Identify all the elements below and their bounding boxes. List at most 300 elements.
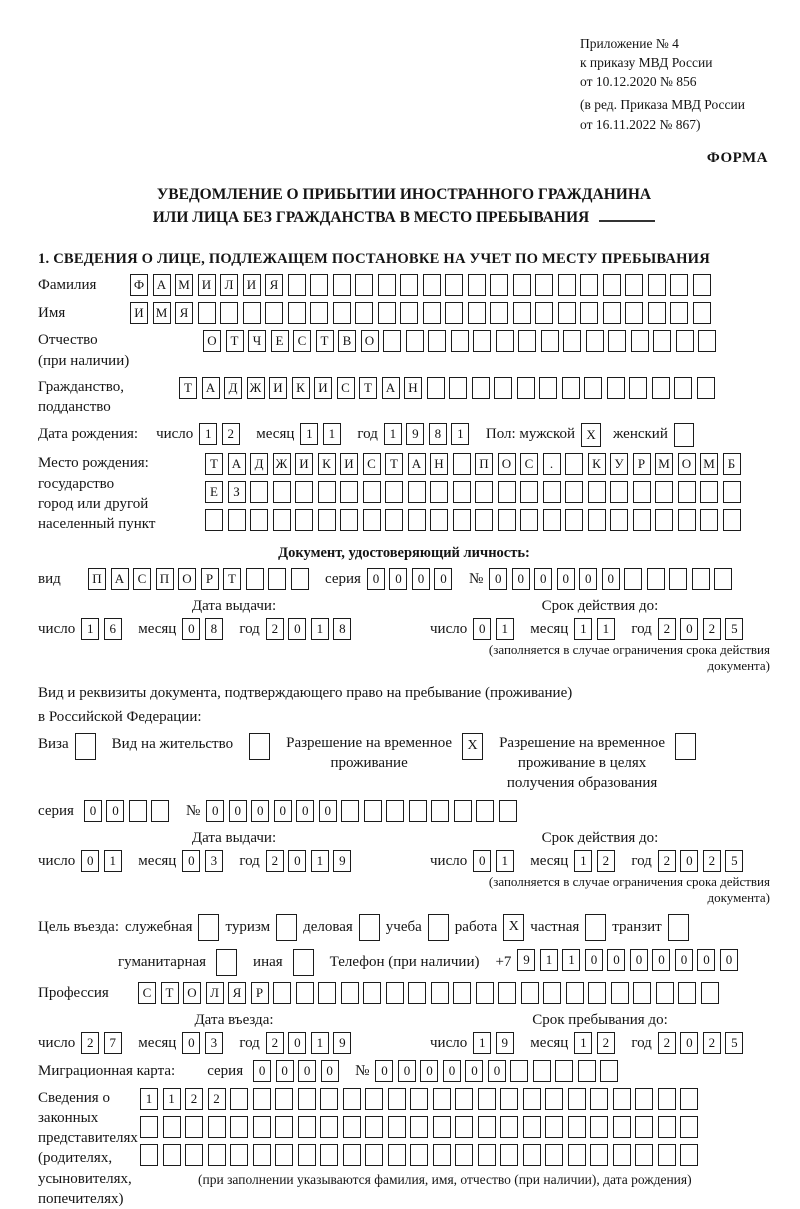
profession-cell[interactable] xyxy=(566,982,584,1004)
representative-cell[interactable] xyxy=(298,1116,316,1138)
patronymic-cell[interactable] xyxy=(676,330,694,352)
entry-year-cell[interactable]: 0 xyxy=(288,1032,306,1054)
residence-valid-year-cell[interactable]: 0 xyxy=(680,850,698,872)
doc-number-cell[interactable]: 0 xyxy=(557,568,575,590)
representative-cell[interactable] xyxy=(545,1116,563,1138)
representative-cell[interactable] xyxy=(320,1144,338,1166)
birthplace-cell[interactable]: О xyxy=(498,453,516,475)
profession-cell[interactable] xyxy=(476,982,494,1004)
given-name-cell[interactable]: М xyxy=(153,302,171,324)
residence-number-cell[interactable]: 0 xyxy=(206,800,224,822)
birthplace-cell[interactable] xyxy=(678,481,696,503)
given-name-cell[interactable]: И xyxy=(130,302,148,324)
residence-number-cell[interactable] xyxy=(386,800,404,822)
birthplace-cell[interactable] xyxy=(498,509,516,531)
given-name-cell[interactable] xyxy=(355,302,373,324)
entry-month-cell[interactable]: 3 xyxy=(205,1032,223,1054)
representative-cell[interactable] xyxy=(658,1144,676,1166)
representative-cell[interactable] xyxy=(230,1116,248,1138)
valid-month-cell[interactable]: 1 xyxy=(574,618,592,640)
profession-cell[interactable] xyxy=(318,982,336,1004)
given-name-cell[interactable] xyxy=(198,302,216,324)
profession-cell[interactable] xyxy=(656,982,674,1004)
surname-cell[interactable] xyxy=(333,274,351,296)
birthplace-cell[interactable] xyxy=(340,481,358,503)
birthplace-cell[interactable]: М xyxy=(700,453,718,475)
profession-cell[interactable] xyxy=(296,982,314,1004)
representative-cell[interactable] xyxy=(365,1088,383,1110)
representative-cell[interactable] xyxy=(410,1144,428,1166)
phone-digit-cell[interactable]: 0 xyxy=(652,949,670,971)
birthplace-cell[interactable] xyxy=(273,481,291,503)
phone-digit-cell[interactable]: 0 xyxy=(697,949,715,971)
patronymic-cell[interactable] xyxy=(586,330,604,352)
given-name-cell[interactable] xyxy=(513,302,531,324)
profession-cell[interactable] xyxy=(453,982,471,1004)
representative-cell[interactable] xyxy=(275,1088,293,1110)
patronymic-cell[interactable] xyxy=(698,330,716,352)
birthplace-cell[interactable] xyxy=(318,509,336,531)
residence-series-cell[interactable] xyxy=(151,800,169,822)
representative-cell[interactable] xyxy=(343,1116,361,1138)
representative-cell[interactable] xyxy=(253,1116,271,1138)
representative-cell[interactable] xyxy=(388,1116,406,1138)
surname-cell[interactable] xyxy=(603,274,621,296)
birth-year-cell[interactable]: 1 xyxy=(384,423,402,445)
purpose-private-checkbox[interactable] xyxy=(585,914,606,941)
residence-number-cell[interactable]: 0 xyxy=(251,800,269,822)
representative-cell[interactable] xyxy=(478,1116,496,1138)
patronymic-cell[interactable] xyxy=(496,330,514,352)
entry-year-cell[interactable]: 1 xyxy=(311,1032,329,1054)
given-name-cell[interactable] xyxy=(535,302,553,324)
citizenship-cell[interactable] xyxy=(472,377,490,399)
representative-cell[interactable] xyxy=(365,1116,383,1138)
entry-month-cell[interactable]: 0 xyxy=(182,1032,200,1054)
birthplace-cell[interactable] xyxy=(430,509,448,531)
surname-cell[interactable] xyxy=(310,274,328,296)
residence-number-cell[interactable] xyxy=(454,800,472,822)
sex-male-checkbox[interactable]: X xyxy=(581,423,601,447)
doc-number-cell[interactable]: 0 xyxy=(512,568,530,590)
residence-valid-year-cell[interactable]: 5 xyxy=(725,850,743,872)
given-name-cell[interactable] xyxy=(243,302,261,324)
citizenship-cell[interactable] xyxy=(517,377,535,399)
patronymic-cell[interactable]: Ч xyxy=(248,330,266,352)
edu-residence-checkbox[interactable] xyxy=(675,733,696,760)
sex-female-checkbox[interactable] xyxy=(674,423,694,447)
patronymic-cell[interactable] xyxy=(653,330,671,352)
birthplace-cell[interactable] xyxy=(408,481,426,503)
birthplace-cell[interactable] xyxy=(633,481,651,503)
migration-number-cell[interactable] xyxy=(510,1060,528,1082)
representative-cell[interactable] xyxy=(163,1116,181,1138)
birthplace-cell[interactable]: Б xyxy=(723,453,741,475)
representative-cell[interactable] xyxy=(635,1116,653,1138)
citizenship-cell[interactable]: Н xyxy=(404,377,422,399)
representative-cell[interactable] xyxy=(568,1116,586,1138)
birth-month-cell[interactable]: 1 xyxy=(323,423,341,445)
surname-cell[interactable] xyxy=(693,274,711,296)
citizenship-cell[interactable] xyxy=(697,377,715,399)
birthplace-cell[interactable] xyxy=(633,509,651,531)
birthplace-cell[interactable] xyxy=(543,509,561,531)
surname-cell[interactable] xyxy=(580,274,598,296)
valid-year-cell[interactable]: 2 xyxy=(703,618,721,640)
issue-month-cell[interactable]: 0 xyxy=(182,618,200,640)
surname-cell[interactable]: Л xyxy=(220,274,238,296)
birthplace-cell[interactable] xyxy=(250,509,268,531)
profession-cell[interactable] xyxy=(273,982,291,1004)
doc-series-cell[interactable]: 0 xyxy=(412,568,430,590)
given-name-cell[interactable] xyxy=(670,302,688,324)
purpose-transit-checkbox[interactable] xyxy=(668,914,689,941)
doc-type-cell[interactable]: С xyxy=(133,568,151,590)
birthplace-cell[interactable] xyxy=(610,481,628,503)
birthplace-cell[interactable]: Ж xyxy=(273,453,291,475)
birthplace-cell[interactable]: . xyxy=(543,453,561,475)
birthplace-cell[interactable] xyxy=(655,509,673,531)
given-name-cell[interactable] xyxy=(648,302,666,324)
doc-number-cell[interactable] xyxy=(647,568,665,590)
residence-series-cell[interactable]: 0 xyxy=(106,800,124,822)
birth-year-cell[interactable]: 8 xyxy=(429,423,447,445)
representative-cell[interactable]: 1 xyxy=(163,1088,181,1110)
patronymic-cell[interactable] xyxy=(473,330,491,352)
patronymic-cell[interactable] xyxy=(608,330,626,352)
surname-cell[interactable] xyxy=(423,274,441,296)
residence-series-cell[interactable] xyxy=(129,800,147,822)
patronymic-cell[interactable] xyxy=(541,330,559,352)
representative-cell[interactable]: 1 xyxy=(140,1088,158,1110)
doc-number-cell[interactable]: 0 xyxy=(534,568,552,590)
residence-series-cell[interactable]: 0 xyxy=(84,800,102,822)
valid-day-cell[interactable]: 0 xyxy=(473,618,491,640)
given-name-cell[interactable] xyxy=(580,302,598,324)
representative-cell[interactable] xyxy=(163,1144,181,1166)
residence-issue-month-cell[interactable]: 0 xyxy=(182,850,200,872)
birthplace-cell[interactable] xyxy=(565,453,583,475)
birthplace-cell[interactable] xyxy=(453,453,471,475)
profession-cell[interactable] xyxy=(633,982,651,1004)
doc-series-cell[interactable]: 0 xyxy=(389,568,407,590)
representative-cell[interactable] xyxy=(568,1144,586,1166)
representative-cell[interactable] xyxy=(455,1144,473,1166)
surname-cell[interactable] xyxy=(490,274,508,296)
citizenship-cell[interactable]: С xyxy=(337,377,355,399)
representative-cell[interactable] xyxy=(500,1088,518,1110)
birthplace-cell[interactable]: С xyxy=(520,453,538,475)
issue-day-cell[interactable]: 6 xyxy=(104,618,122,640)
surname-cell[interactable]: И xyxy=(243,274,261,296)
entry-day-cell[interactable]: 2 xyxy=(81,1032,99,1054)
representative-cell[interactable] xyxy=(613,1144,631,1166)
profession-cell[interactable] xyxy=(408,982,426,1004)
birthplace-cell[interactable]: У xyxy=(610,453,628,475)
patronymic-cell[interactable] xyxy=(406,330,424,352)
representative-cell[interactable] xyxy=(343,1144,361,1166)
migration-series-cell[interactable]: 0 xyxy=(253,1060,271,1082)
patronymic-cell[interactable] xyxy=(383,330,401,352)
patronymic-cell[interactable] xyxy=(428,330,446,352)
citizenship-cell[interactable]: А xyxy=(382,377,400,399)
representative-cell[interactable]: 2 xyxy=(208,1088,226,1110)
surname-cell[interactable] xyxy=(625,274,643,296)
citizenship-cell[interactable]: Т xyxy=(359,377,377,399)
birth-day-cell[interactable]: 1 xyxy=(199,423,217,445)
given-name-cell[interactable] xyxy=(625,302,643,324)
representative-cell[interactable] xyxy=(500,1116,518,1138)
representative-cell[interactable] xyxy=(275,1144,293,1166)
birthplace-cell[interactable]: И xyxy=(295,453,313,475)
birthplace-cell[interactable] xyxy=(588,481,606,503)
profession-cell[interactable]: О xyxy=(183,982,201,1004)
birthplace-cell[interactable] xyxy=(205,509,223,531)
migration-series-cell[interactable]: 0 xyxy=(321,1060,339,1082)
representative-cell[interactable] xyxy=(478,1144,496,1166)
birthplace-cell[interactable]: Н xyxy=(430,453,448,475)
valid-day-cell[interactable]: 1 xyxy=(496,618,514,640)
representative-cell[interactable] xyxy=(208,1144,226,1166)
valid-month-cell[interactable]: 1 xyxy=(597,618,615,640)
profession-cell[interactable] xyxy=(386,982,404,1004)
given-name-cell[interactable] xyxy=(445,302,463,324)
citizenship-cell[interactable] xyxy=(584,377,602,399)
birthplace-cell[interactable] xyxy=(273,509,291,531)
representative-cell[interactable] xyxy=(410,1088,428,1110)
birthplace-cell[interactable] xyxy=(655,481,673,503)
surname-cell[interactable] xyxy=(558,274,576,296)
representative-cell[interactable] xyxy=(680,1144,698,1166)
residence-number-cell[interactable]: 0 xyxy=(229,800,247,822)
representative-cell[interactable] xyxy=(140,1144,158,1166)
doc-number-cell[interactable]: 0 xyxy=(489,568,507,590)
birthplace-cell[interactable] xyxy=(498,481,516,503)
birthplace-cell[interactable]: К xyxy=(588,453,606,475)
given-name-cell[interactable] xyxy=(220,302,238,324)
birth-year-cell[interactable]: 9 xyxy=(406,423,424,445)
birthplace-cell[interactable] xyxy=(543,481,561,503)
doc-type-cell[interactable] xyxy=(291,568,309,590)
profession-cell[interactable]: Л xyxy=(206,982,224,1004)
birthplace-cell[interactable]: Т xyxy=(205,453,223,475)
profession-cell[interactable] xyxy=(341,982,359,1004)
profession-cell[interactable]: Т xyxy=(161,982,179,1004)
birth-month-cell[interactable]: 1 xyxy=(300,423,318,445)
valid-year-cell[interactable]: 2 xyxy=(658,618,676,640)
residence-number-cell[interactable] xyxy=(499,800,517,822)
migration-number-cell[interactable] xyxy=(578,1060,596,1082)
birthplace-cell[interactable] xyxy=(588,509,606,531)
profession-cell[interactable]: Я xyxy=(228,982,246,1004)
issue-month-cell[interactable]: 8 xyxy=(205,618,223,640)
birthplace-cell[interactable]: М xyxy=(655,453,673,475)
issue-year-cell[interactable]: 8 xyxy=(333,618,351,640)
phone-digit-cell[interactable]: 0 xyxy=(720,949,738,971)
patronymic-cell[interactable] xyxy=(563,330,581,352)
entry-year-cell[interactable]: 2 xyxy=(266,1032,284,1054)
migration-number-cell[interactable] xyxy=(600,1060,618,1082)
given-name-cell[interactable] xyxy=(288,302,306,324)
given-name-cell[interactable] xyxy=(265,302,283,324)
birthplace-cell[interactable]: О xyxy=(678,453,696,475)
doc-type-cell[interactable]: О xyxy=(178,568,196,590)
patronymic-cell[interactable]: В xyxy=(338,330,356,352)
citizenship-cell[interactable]: И xyxy=(314,377,332,399)
patronymic-cell[interactable]: С xyxy=(293,330,311,352)
representative-cell[interactable] xyxy=(680,1088,698,1110)
residence-permit-checkbox[interactable] xyxy=(249,733,270,760)
representative-cell[interactable] xyxy=(545,1144,563,1166)
stay-year-cell[interactable]: 2 xyxy=(703,1032,721,1054)
doc-series-cell[interactable]: 0 xyxy=(367,568,385,590)
entry-day-cell[interactable]: 7 xyxy=(104,1032,122,1054)
representative-cell[interactable]: 2 xyxy=(185,1088,203,1110)
issue-year-cell[interactable]: 0 xyxy=(288,618,306,640)
representative-cell[interactable] xyxy=(298,1144,316,1166)
birthplace-cell[interactable]: Е xyxy=(205,481,223,503)
representative-cell[interactable] xyxy=(613,1116,631,1138)
doc-type-cell[interactable] xyxy=(246,568,264,590)
doc-number-cell[interactable] xyxy=(714,568,732,590)
given-name-cell[interactable] xyxy=(333,302,351,324)
citizenship-cell[interactable]: К xyxy=(292,377,310,399)
residence-valid-day-cell[interactable]: 0 xyxy=(473,850,491,872)
profession-cell[interactable] xyxy=(431,982,449,1004)
surname-cell[interactable] xyxy=(513,274,531,296)
representative-cell[interactable] xyxy=(455,1116,473,1138)
phone-digit-cell[interactable]: 1 xyxy=(540,949,558,971)
doc-type-cell[interactable] xyxy=(268,568,286,590)
birthplace-cell[interactable] xyxy=(565,481,583,503)
issue-year-cell[interactable]: 1 xyxy=(311,618,329,640)
birthplace-cell[interactable]: З xyxy=(228,481,246,503)
birthplace-cell[interactable] xyxy=(228,509,246,531)
patronymic-cell[interactable]: О xyxy=(361,330,379,352)
birthplace-cell[interactable] xyxy=(385,481,403,503)
birthplace-cell[interactable]: А xyxy=(408,453,426,475)
given-name-cell[interactable] xyxy=(423,302,441,324)
stay-year-cell[interactable]: 2 xyxy=(658,1032,676,1054)
migration-number-cell[interactable]: 0 xyxy=(488,1060,506,1082)
birthplace-cell[interactable] xyxy=(453,481,471,503)
valid-year-cell[interactable]: 0 xyxy=(680,618,698,640)
surname-cell[interactable]: Я xyxy=(265,274,283,296)
representative-cell[interactable] xyxy=(545,1088,563,1110)
patronymic-cell[interactable] xyxy=(451,330,469,352)
patronymic-cell[interactable]: О xyxy=(203,330,221,352)
residence-number-cell[interactable]: 0 xyxy=(274,800,292,822)
citizenship-cell[interactable] xyxy=(607,377,625,399)
migration-number-cell[interactable]: 0 xyxy=(443,1060,461,1082)
stay-month-cell[interactable]: 2 xyxy=(597,1032,615,1054)
citizenship-cell[interactable]: Д xyxy=(224,377,242,399)
representative-cell[interactable] xyxy=(140,1116,158,1138)
phone-digit-cell[interactable]: 9 xyxy=(517,949,535,971)
given-name-cell[interactable] xyxy=(310,302,328,324)
doc-number-cell[interactable] xyxy=(692,568,710,590)
birthplace-cell[interactable] xyxy=(723,509,741,531)
birthplace-cell[interactable]: Т xyxy=(385,453,403,475)
surname-cell[interactable] xyxy=(378,274,396,296)
doc-number-cell[interactable]: 0 xyxy=(579,568,597,590)
profession-cell[interactable] xyxy=(498,982,516,1004)
representative-cell[interactable] xyxy=(658,1088,676,1110)
patronymic-cell[interactable] xyxy=(518,330,536,352)
surname-cell[interactable] xyxy=(535,274,553,296)
doc-type-cell[interactable]: П xyxy=(156,568,174,590)
citizenship-cell[interactable]: А xyxy=(202,377,220,399)
birthplace-cell[interactable] xyxy=(475,481,493,503)
migration-number-cell[interactable]: 0 xyxy=(420,1060,438,1082)
purpose-tourism-checkbox[interactable] xyxy=(276,914,297,941)
birthplace-cell[interactable] xyxy=(678,509,696,531)
representative-cell[interactable] xyxy=(680,1116,698,1138)
doc-number-cell[interactable] xyxy=(624,568,642,590)
birthplace-cell[interactable]: И xyxy=(340,453,358,475)
representative-cell[interactable] xyxy=(500,1144,518,1166)
patronymic-cell[interactable] xyxy=(631,330,649,352)
birthplace-cell[interactable]: С xyxy=(363,453,381,475)
temp-residence-checkbox[interactable]: X xyxy=(462,733,483,760)
birthplace-cell[interactable] xyxy=(475,509,493,531)
profession-cell[interactable] xyxy=(701,982,719,1004)
residence-valid-day-cell[interactable]: 1 xyxy=(496,850,514,872)
residence-issue-year-cell[interactable]: 1 xyxy=(311,850,329,872)
residence-valid-month-cell[interactable]: 1 xyxy=(574,850,592,872)
citizenship-cell[interactable]: И xyxy=(269,377,287,399)
stay-month-cell[interactable]: 1 xyxy=(574,1032,592,1054)
representative-cell[interactable] xyxy=(433,1088,451,1110)
residence-number-cell[interactable] xyxy=(476,800,494,822)
representative-cell[interactable] xyxy=(298,1088,316,1110)
doc-type-cell[interactable]: Р xyxy=(201,568,219,590)
residence-issue-year-cell[interactable]: 9 xyxy=(333,850,351,872)
doc-series-cell[interactable]: 0 xyxy=(434,568,452,590)
residence-issue-day-cell[interactable]: 1 xyxy=(104,850,122,872)
representative-cell[interactable] xyxy=(658,1116,676,1138)
patronymic-cell[interactable]: Т xyxy=(316,330,334,352)
patronymic-cell[interactable]: Т xyxy=(226,330,244,352)
representative-cell[interactable] xyxy=(635,1088,653,1110)
representative-cell[interactable] xyxy=(635,1144,653,1166)
birthplace-cell[interactable]: П xyxy=(475,453,493,475)
birthplace-cell[interactable]: А xyxy=(228,453,246,475)
profession-cell[interactable] xyxy=(611,982,629,1004)
phone-digit-cell[interactable]: 0 xyxy=(585,949,603,971)
birthplace-cell[interactable] xyxy=(565,509,583,531)
representative-cell[interactable] xyxy=(185,1144,203,1166)
representative-cell[interactable] xyxy=(320,1116,338,1138)
citizenship-cell[interactable] xyxy=(494,377,512,399)
birthplace-cell[interactable] xyxy=(250,481,268,503)
migration-number-cell[interactable]: 0 xyxy=(398,1060,416,1082)
birthplace-cell[interactable]: К xyxy=(318,453,336,475)
patronymic-cell[interactable]: Е xyxy=(271,330,289,352)
birthplace-cell[interactable] xyxy=(700,481,718,503)
phone-digit-cell[interactable]: 0 xyxy=(630,949,648,971)
stay-year-cell[interactable]: 5 xyxy=(725,1032,743,1054)
purpose-study-checkbox[interactable] xyxy=(428,914,449,941)
representative-cell[interactable] xyxy=(410,1116,428,1138)
representative-cell[interactable] xyxy=(523,1144,541,1166)
surname-cell[interactable]: М xyxy=(175,274,193,296)
birthplace-cell[interactable] xyxy=(318,481,336,503)
surname-cell[interactable] xyxy=(288,274,306,296)
given-name-cell[interactable] xyxy=(400,302,418,324)
representative-cell[interactable] xyxy=(388,1144,406,1166)
valid-year-cell[interactable]: 5 xyxy=(725,618,743,640)
